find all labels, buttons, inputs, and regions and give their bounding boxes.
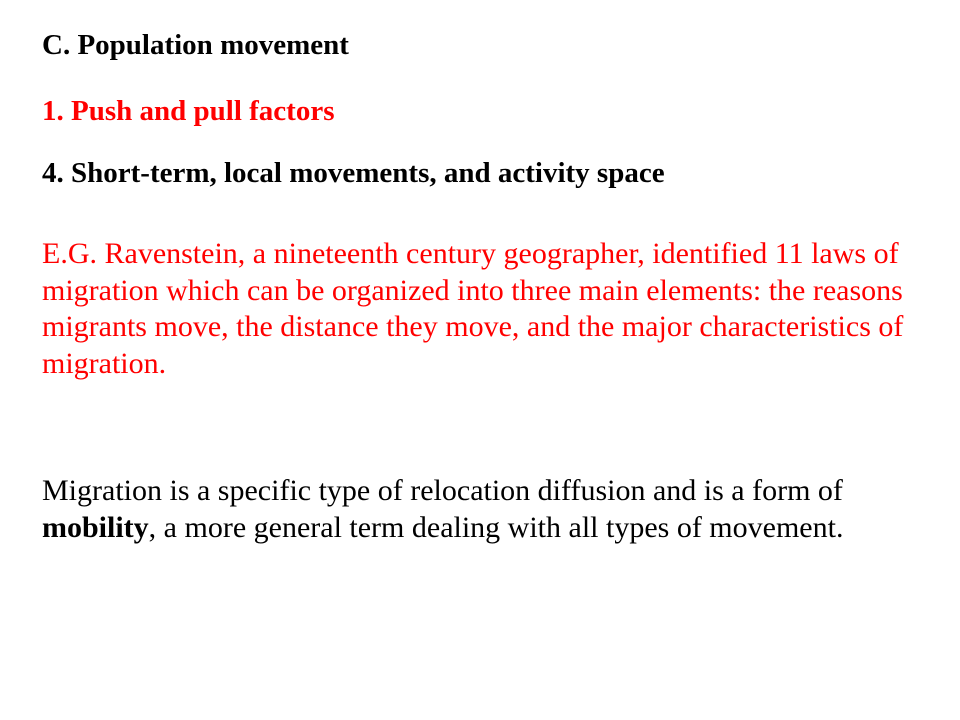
section-title: C. Population movement	[42, 29, 349, 61]
subtopic-push-pull: 1. Push and pull factors	[42, 95, 335, 127]
migration-paragraph	[42, 473, 932, 546]
migration-text-after: , a more general term dealing with all types of movement.	[148, 510, 844, 544]
subtopic-short-term: 4. Short-term, local movements, and activity space	[42, 157, 665, 189]
ravenstein-paragraph: E.G. Ravenstein, a nineteenth century geographer, identified 11 laws of migration which can be organized into three main elements: the reasons migrants move, the distance they move, and the major characteristics of migration.	[42, 237, 904, 380]
mobility-term: mobility	[42, 510, 149, 544]
migration-text-before: Migration is a specific type of relocation diffusion and is a form of	[42, 474, 843, 507]
